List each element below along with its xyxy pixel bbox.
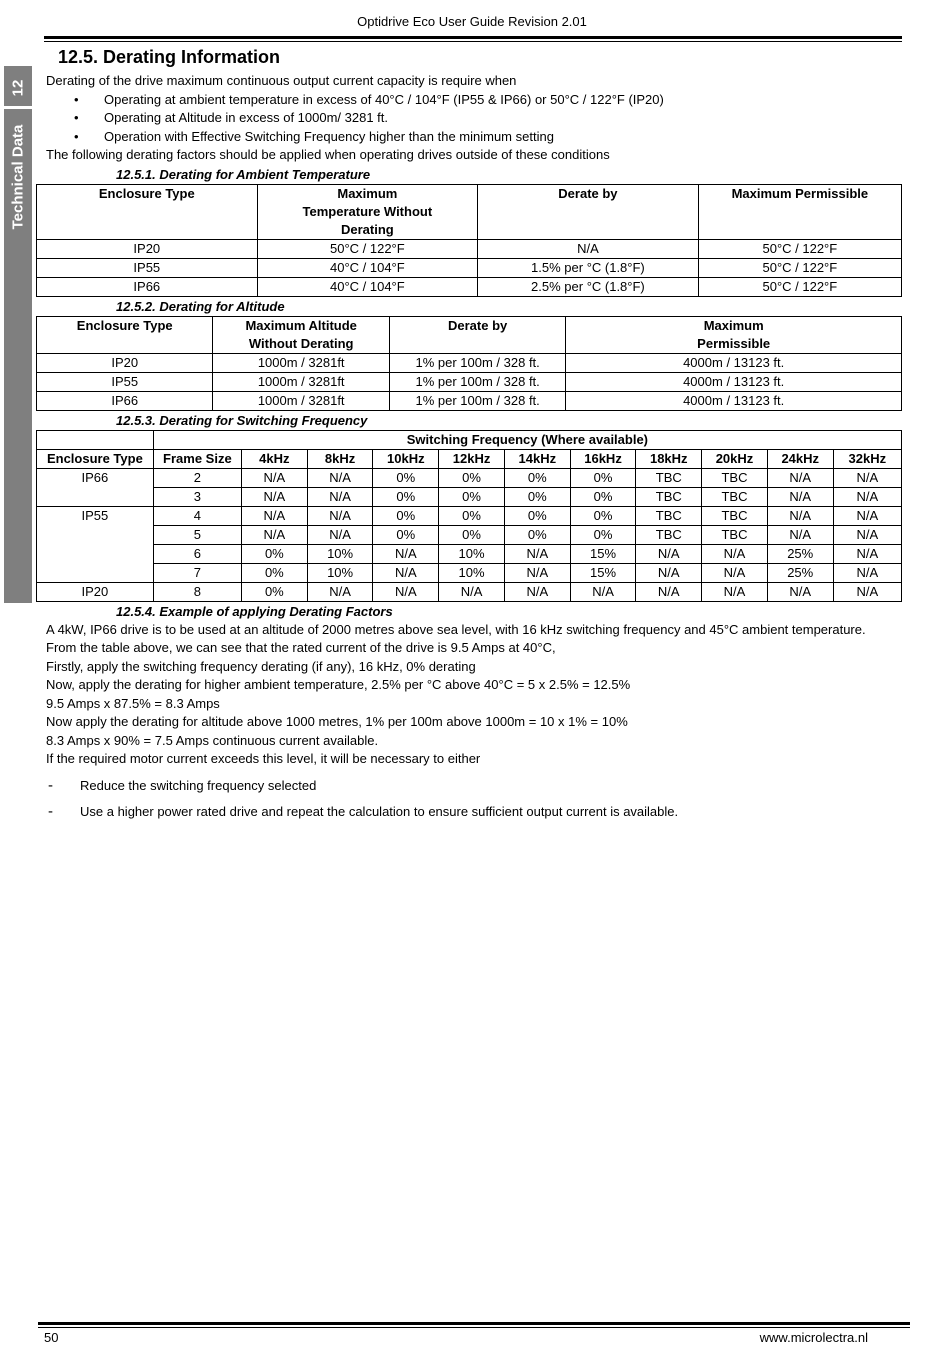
table-cell: 40°C / 104°F xyxy=(257,258,478,277)
table-cell: 40°C / 104°F xyxy=(257,277,478,296)
altitude-heading: 12.5.2. Derating for Altitude xyxy=(116,298,285,314)
table-cell: 15% xyxy=(570,563,636,582)
table-cell: 0% xyxy=(570,468,636,487)
table-cell: 0% xyxy=(373,525,439,544)
table-cell: N/A xyxy=(478,239,699,258)
table-header: Maximum Temperature Without Derating xyxy=(257,184,478,239)
table-cell: N/A xyxy=(570,582,636,601)
table-cell: 7 xyxy=(153,563,241,582)
table-cell: N/A xyxy=(307,506,373,525)
table-cell: N/A xyxy=(439,582,505,601)
table-cell: 50°C / 122°F xyxy=(698,239,901,258)
table-cell: 1% per 100m / 328 ft. xyxy=(389,391,565,410)
table-header: 4kHz xyxy=(241,449,307,468)
table-cell: IP55 xyxy=(37,258,258,277)
table-cell: N/A xyxy=(702,563,768,582)
table-cell: 0% xyxy=(504,506,570,525)
page-content xyxy=(46,44,906,825)
table-cell: N/A xyxy=(307,525,373,544)
table-cell: N/A xyxy=(833,487,901,506)
table-cell: 0% xyxy=(241,544,307,563)
list-item: - Use a higher power rated drive and repeat the calculation to ensure sufficient output current is available. xyxy=(46,799,906,825)
table-cell: N/A xyxy=(307,487,373,506)
switching-heading: 12.5.3. Derating for Switching Frequency xyxy=(116,412,368,428)
table-cell: 0% xyxy=(439,487,505,506)
table-cell: 5 xyxy=(153,525,241,544)
table-cell: 50°C / 122°F xyxy=(698,258,901,277)
table-cell: N/A xyxy=(767,506,833,525)
table-cell: 0% xyxy=(241,582,307,601)
table-cell: 3 xyxy=(153,487,241,506)
table-cell: 10% xyxy=(307,544,373,563)
table-group-header: Switching Frequency (Where available) xyxy=(153,430,901,449)
table-cell: 6 xyxy=(153,544,241,563)
table-cell: N/A xyxy=(373,582,439,601)
option-list xyxy=(46,773,906,825)
table-cell: 4 xyxy=(153,506,241,525)
table-cell: N/A xyxy=(504,544,570,563)
example-line: 9.5 Amps x 87.5% = 8.3 Amps xyxy=(46,695,220,711)
table-header: Enclosure Type xyxy=(37,449,154,468)
table-row xyxy=(37,239,902,258)
table-row xyxy=(37,525,902,544)
table-cell-enclosure: IP20 xyxy=(37,582,154,601)
table-cell: 10% xyxy=(439,544,505,563)
page-number: 50 xyxy=(44,1330,59,1345)
example-line: If the required motor current exceeds this level, it will be necessary to either xyxy=(46,751,481,766)
table-cell: 2.5% per °C (1.8°F) xyxy=(478,277,699,296)
switching-table xyxy=(36,430,902,602)
table-cell: 2 xyxy=(153,468,241,487)
table-cell: 0% xyxy=(504,468,570,487)
table-cell: N/A xyxy=(833,544,901,563)
table-header: 14kHz xyxy=(504,449,570,468)
chapter-tab-separator xyxy=(4,106,32,109)
page-header: Optidrive Eco User Guide Revision 2.01 xyxy=(357,14,587,29)
table-header: Derate by xyxy=(389,316,565,353)
example-heading: 12.5.4. Example of applying Derating Factors xyxy=(116,603,393,619)
table-cell: N/A xyxy=(504,582,570,601)
table-cell: N/A xyxy=(241,506,307,525)
table-cell: 1.5% per °C (1.8°F) xyxy=(478,258,699,277)
table-cell: N/A xyxy=(373,563,439,582)
condition-list xyxy=(46,91,906,147)
table-cell: 1000m / 3281ft xyxy=(213,391,389,410)
example-line: Firstly, apply the switching frequency derating (if any), 16 kHz, 0% derating xyxy=(46,658,476,674)
table-cell: TBC xyxy=(702,468,768,487)
table-cell: 8 xyxy=(153,582,241,601)
table-row xyxy=(37,372,902,391)
table-header: 32kHz xyxy=(833,449,901,468)
table-cell: 0% xyxy=(570,487,636,506)
table-cell: 1000m / 3281ft xyxy=(213,353,389,372)
table-header: Maximum Altitude Without Derating xyxy=(213,316,389,353)
table-cell: 10% xyxy=(307,563,373,582)
table-row xyxy=(37,258,902,277)
table-cell: N/A xyxy=(702,582,768,601)
header-rule-thin xyxy=(44,41,902,42)
table-header: 12kHz xyxy=(439,449,505,468)
table-row xyxy=(37,391,902,410)
table-cell: N/A xyxy=(636,544,702,563)
table-cell: 0% xyxy=(373,487,439,506)
table-cell: N/A xyxy=(373,544,439,563)
table-cell: 0% xyxy=(439,506,505,525)
table-cell: 50°C / 122°F xyxy=(698,277,901,296)
table-cell: N/A xyxy=(636,582,702,601)
table-cell: IP55 xyxy=(37,372,213,391)
list-item: • Operating at ambient temperature in excess of 40°C / 104°F (IP55 & IP66) or 50°C / 122°F (IP20) xyxy=(46,91,906,110)
table-cell: N/A xyxy=(833,506,901,525)
section-heading: 12.5. Derating Information xyxy=(58,47,281,67)
table-cell-enclosure: IP66 xyxy=(37,468,154,506)
table-row xyxy=(37,544,902,563)
table-cell: 4000m / 13123 ft. xyxy=(566,353,902,372)
table-header-blank xyxy=(37,430,154,449)
example-line: A 4kW, IP66 drive is to be used at an altitude of 2000 metres above sea level, with 16 kHz switching frequency and 45°C ambient temperature. xyxy=(46,621,866,637)
table-cell: N/A xyxy=(767,525,833,544)
table-cell: 25% xyxy=(767,563,833,582)
altitude-table xyxy=(36,316,902,411)
table-cell-enclosure: IP55 xyxy=(37,506,154,582)
table-cell: 0% xyxy=(439,468,505,487)
table-cell: N/A xyxy=(833,468,901,487)
example-line: Now apply the derating for altitude above 1000 metres, 1% per 100m above 1000m = 10 x 1% = 10% xyxy=(46,714,628,729)
table-row xyxy=(37,353,902,372)
list-item: • Operation with Effective Switching Frequency higher than the minimum setting xyxy=(46,128,906,147)
table-header: 20kHz xyxy=(702,449,768,468)
table-header: 10kHz xyxy=(373,449,439,468)
table-cell: 0% xyxy=(241,563,307,582)
table-cell: IP20 xyxy=(37,239,258,258)
table-row xyxy=(37,506,902,525)
table-cell: N/A xyxy=(241,487,307,506)
table-cell: N/A xyxy=(767,468,833,487)
ambient-heading: 12.5.1. Derating for Ambient Temperature xyxy=(116,166,371,182)
table-cell: 1000m / 3281ft xyxy=(213,372,389,391)
table-cell: N/A xyxy=(307,582,373,601)
table-row xyxy=(37,277,902,296)
chapter-number: 12 xyxy=(9,79,27,97)
table-row xyxy=(37,582,902,601)
table-cell: TBC xyxy=(702,506,768,525)
table-cell: 15% xyxy=(570,544,636,563)
table-cell: N/A xyxy=(833,563,901,582)
table-cell: 0% xyxy=(504,487,570,506)
table-row xyxy=(37,468,902,487)
table-header: Enclosure Type xyxy=(37,184,258,239)
table-header: Maximum Permissible xyxy=(566,316,902,353)
list-item: - Reduce the switching frequency selected xyxy=(46,773,906,799)
table-cell: N/A xyxy=(241,525,307,544)
table-cell: N/A xyxy=(241,468,307,487)
table-cell: 0% xyxy=(373,506,439,525)
table-cell: 10% xyxy=(439,563,505,582)
table-cell: N/A xyxy=(504,563,570,582)
footer-rule xyxy=(38,1322,910,1325)
header-rule xyxy=(44,36,902,39)
table-cell: 4000m / 13123 ft. xyxy=(566,372,902,391)
chapter-label: Technical Data xyxy=(9,124,27,230)
footer-rule-thin xyxy=(38,1327,910,1328)
table-header: Enclosure Type xyxy=(37,316,213,353)
table-header: Frame Size xyxy=(153,449,241,468)
table-cell: IP66 xyxy=(37,391,213,410)
table-cell: 0% xyxy=(570,506,636,525)
table-header: 18kHz xyxy=(636,449,702,468)
table-header: Maximum Permissible xyxy=(698,184,901,239)
table-cell: N/A xyxy=(833,525,901,544)
table-cell: 0% xyxy=(504,525,570,544)
outro-text: The following derating factors should be applied when operating drives outside of these conditions xyxy=(46,147,610,162)
table-cell: 0% xyxy=(570,525,636,544)
table-header: 8kHz xyxy=(307,449,373,468)
footer-url: www.microlectra.nl xyxy=(759,1330,868,1345)
table-cell: TBC xyxy=(636,468,702,487)
table-header: 24kHz xyxy=(767,449,833,468)
table-cell: N/A xyxy=(307,468,373,487)
list-item: • Operating at Altitude in excess of 1000m/ 3281 ft. xyxy=(46,109,906,128)
table-cell: N/A xyxy=(767,487,833,506)
table-cell: 50°C / 122°F xyxy=(257,239,478,258)
table-cell: TBC xyxy=(636,525,702,544)
table-header: 16kHz xyxy=(570,449,636,468)
table-header: Derate by xyxy=(478,184,699,239)
table-cell: N/A xyxy=(636,563,702,582)
table-row xyxy=(37,563,902,582)
table-cell: 1% per 100m / 328 ft. xyxy=(389,353,565,372)
table-cell: 0% xyxy=(373,468,439,487)
table-cell: 4000m / 13123 ft. xyxy=(566,391,902,410)
table-group-header-row xyxy=(37,430,902,449)
table-cell: TBC xyxy=(636,487,702,506)
table-header-row xyxy=(37,316,902,353)
table-cell: TBC xyxy=(702,525,768,544)
example-line: Now, apply the derating for higher ambient temperature, 2.5% per °C above 40°C = 5 x 2.5% = 12.5% xyxy=(46,677,631,692)
table-cell: IP20 xyxy=(37,353,213,372)
table-cell: N/A xyxy=(702,544,768,563)
table-cell: N/A xyxy=(833,582,901,601)
ambient-table xyxy=(36,184,902,297)
table-cell: TBC xyxy=(636,506,702,525)
table-cell: N/A xyxy=(767,582,833,601)
table-header-row xyxy=(37,449,902,468)
intro-text: Derating of the drive maximum continuous output current capacity is require when xyxy=(46,73,517,88)
example-line: 8.3 Amps x 90% = 7.5 Amps continuous current available. xyxy=(46,732,379,748)
example-line: From the table above, we can see that the rated current of the drive is 9.5 Amps at 40°C, xyxy=(46,640,556,655)
table-cell: 0% xyxy=(439,525,505,544)
table-cell: TBC xyxy=(702,487,768,506)
table-header-row xyxy=(37,184,902,239)
table-cell: 1% per 100m / 328 ft. xyxy=(389,372,565,391)
table-cell: IP66 xyxy=(37,277,258,296)
table-cell: 25% xyxy=(767,544,833,563)
table-row xyxy=(37,487,902,506)
